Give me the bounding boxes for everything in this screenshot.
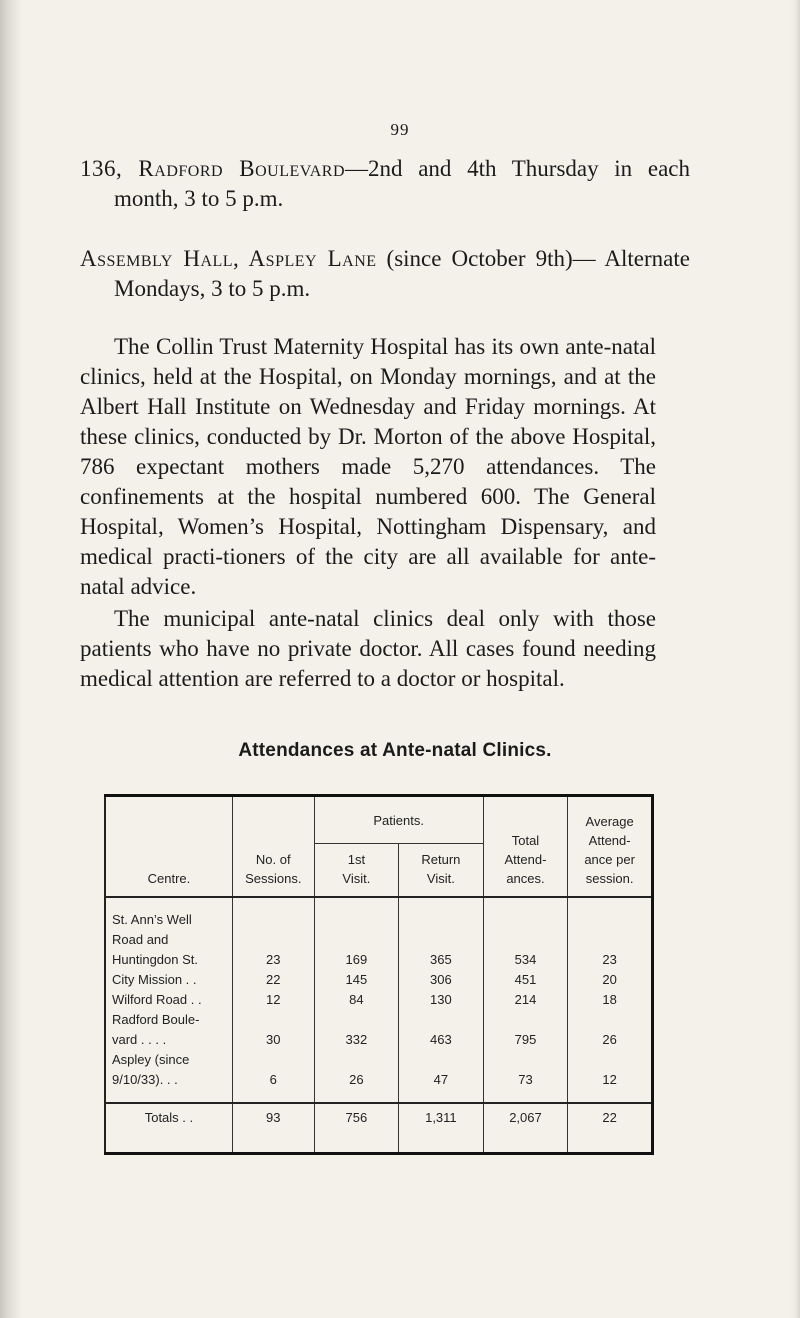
cell-total: 451 (483, 970, 568, 990)
cell-centre: Aspley (since 9/10/33). . . (105, 1050, 232, 1103)
header-total: Total Attend- ances. (483, 796, 568, 898)
cell-first-visit: 145 (314, 970, 398, 990)
cell-total: 534 (483, 897, 568, 970)
clinic-entry-name: Assembly Hall, Aspley Lane (80, 246, 377, 271)
cell-return-visit: 1,311 (399, 1103, 484, 1154)
attendance-table (104, 794, 654, 1155)
page-edge (790, 0, 800, 1318)
table-row (105, 990, 653, 1010)
cell-average: 20 (568, 970, 653, 990)
cell-total: 214 (483, 990, 568, 1010)
cell-return-visit: 47 (399, 1050, 484, 1103)
header-sessions: No. of Sessions. (232, 796, 314, 898)
clinic-entry-radford (80, 154, 690, 214)
clinic-entry-details: (since October 9th)— Alternate Mondays, 3 to 5 p.m. (114, 246, 690, 301)
clinic-entry-details: —2nd and 4th Thursday in each month, 3 to 5 p.m. (114, 156, 690, 211)
page-number: 99 (390, 120, 410, 139)
header-patients: Patients. (314, 796, 483, 844)
cell-return-visit: 130 (399, 990, 484, 1010)
cell-sessions: 93 (232, 1103, 314, 1154)
cell-total: 73 (483, 1050, 568, 1103)
totals-row (105, 1103, 653, 1154)
cell-centre: St. Ann’s Well Road and Huntingdon St. (105, 897, 232, 970)
cell-average: 22 (568, 1103, 653, 1154)
table-row (105, 1010, 653, 1050)
table-row (105, 970, 653, 990)
cell-sessions: 6 (232, 1050, 314, 1103)
cell-sessions: 12 (232, 990, 314, 1010)
cell-centre: Wilford Road . . (105, 990, 232, 1010)
table-row (105, 1050, 653, 1103)
header-return-visit: Return Visit. (399, 844, 484, 898)
cell-average: 18 (568, 990, 653, 1010)
cell-first-visit: 26 (314, 1050, 398, 1103)
cell-first-visit: 84 (314, 990, 398, 1010)
cell-average: 23 (568, 897, 653, 970)
header-centre: Centre. (105, 796, 232, 898)
cell-first-visit: 756 (314, 1103, 398, 1154)
page-gutter-shadow (0, 0, 22, 1318)
clinic-entry-aspley (80, 244, 690, 304)
cell-sessions: 22 (232, 970, 314, 990)
cell-return-visit: 365 (399, 897, 484, 970)
cell-average: 12 (568, 1050, 653, 1103)
cell-average: 26 (568, 1010, 653, 1050)
cell-return-visit: 463 (399, 1010, 484, 1050)
cell-first-visit: 332 (314, 1010, 398, 1050)
cell-first-visit: 169 (314, 897, 398, 970)
cell-sessions: 30 (232, 1010, 314, 1050)
cell-total: 2,067 (483, 1103, 568, 1154)
cell-sessions: 23 (232, 897, 314, 970)
paragraph-collin-trust: The Collin Trust Maternity Hospital has its own ante-natal clinics, held at the Hospital, on Monday mornings, and at the Albert Hall Institute on Wednesday and Friday mornings. At these clinics, conducted by Dr. Morton of the above Hospital, 786 expectant mothers made 5,270 attendances. The confinements at the hospital numbered 600. The General Hospital, Women’s Hospital, Nottingham Dispensary, and medical practi-tioners of the city are all available for ante-natal advice. (80, 334, 656, 599)
cell-total: 795 (483, 1010, 568, 1050)
cell-return-visit: 306 (399, 970, 484, 990)
paragraph-municipal-clinics: The municipal ante-natal clinics deal only with those patients who have no private doctor. All cases found needing medical attention are referred to a doctor or hospital. (80, 606, 656, 691)
header-average: Average Attend- ance per session. (568, 796, 653, 898)
cell-centre: Radford Boule- vard . . . . (105, 1010, 232, 1050)
table-row (105, 897, 653, 970)
table-title: Attendances at Ante-natal Clinics. (238, 740, 552, 761)
header-first-visit: 1st Visit. (314, 844, 398, 898)
clinic-entry-name: 136, Radford Boulevard (80, 156, 346, 181)
cell-totals-label: Totals . . (105, 1103, 232, 1154)
cell-centre: City Mission . . (105, 970, 232, 990)
